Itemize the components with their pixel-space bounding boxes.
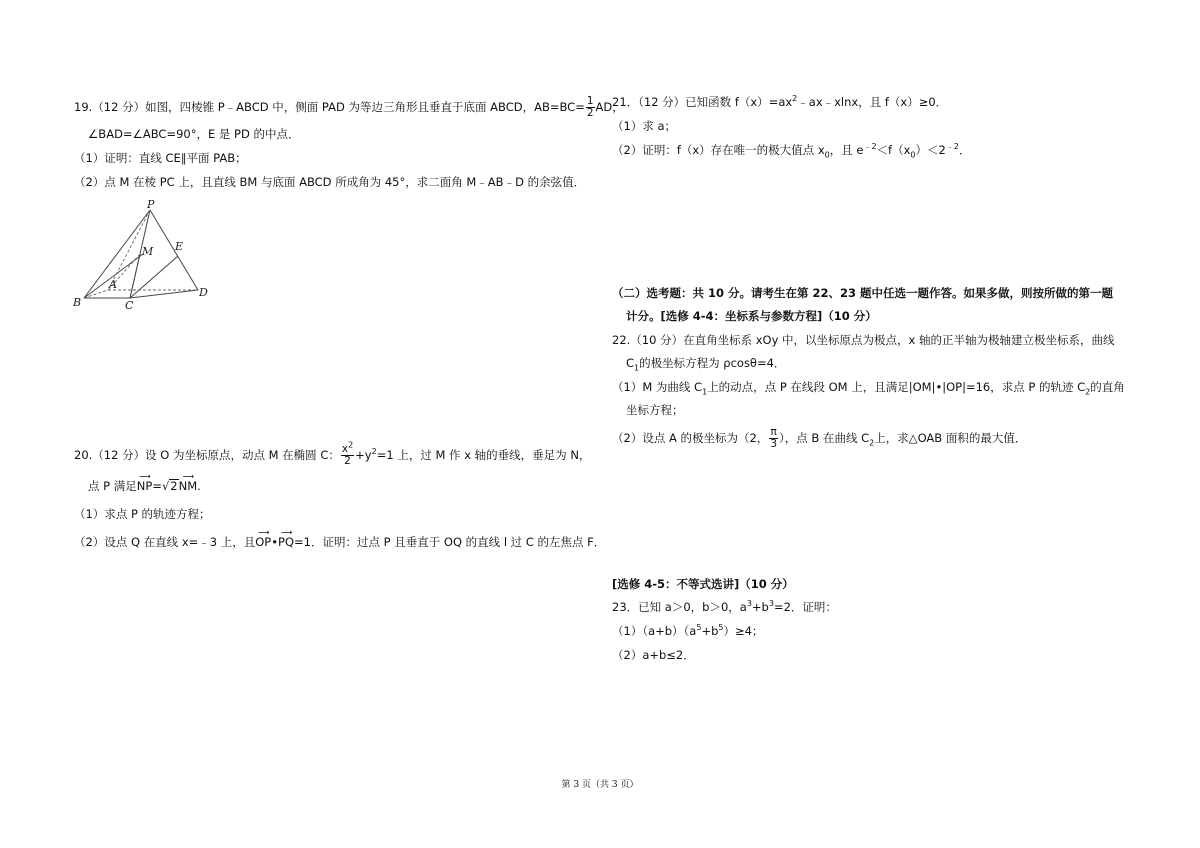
q20-line2: 点 P 满足 ⟶ NP=√2 ⟶ NM.: [88, 472, 201, 493]
label-e: E: [175, 240, 184, 253]
q21-part2-mid2: ＜f（x: [876, 143, 911, 157]
q21-sup-2: ﹣2: [945, 142, 959, 152]
q22-frac-num: π: [770, 426, 777, 438]
q21-part2: [612, 142, 970, 158]
q19-line2: ∠BAD=∠ABC=90°，E 是 PD 的中点．: [88, 127, 300, 141]
q22-part1-post: 的直角: [1090, 380, 1125, 394]
vector-pq: [278, 528, 295, 550]
q21-part2-mid: ，且 e: [829, 143, 864, 157]
q22-part1: [612, 379, 1125, 395]
vector-np: [136, 472, 153, 494]
q21-heading: [612, 94, 947, 110]
q20-head-mid: +y: [355, 448, 372, 462]
q19-head-text: 19.（12 分）如图，四棱锥 P﹣ABCD 中，侧面 PAD 为等边三角形且垂直于底面 ABCD，AB=BC=: [74, 100, 585, 114]
q23-p1-sup2: 5: [718, 623, 724, 633]
q20-frac-sup: 2: [348, 440, 354, 450]
section-elective-line1: （二）选考题：共 10 分。请考生在第 22、23 题中任选一题作答。如果多做，则按所做的第一题: [612, 286, 1114, 300]
q20-part1: （1）求点 P 的轨迹方程；: [74, 507, 211, 521]
q22-line2-sub: 1: [634, 363, 640, 373]
vector-arrow-icon: ⟶: [258, 528, 269, 537]
edge-cd: [130, 290, 198, 298]
q23-head-mid: +b: [751, 600, 769, 614]
q20-part2-post: =1．证明：过点 P 且垂直于 OQ 的直线 l 过 C 的左焦点 F．: [294, 535, 606, 549]
q21-sub-2: 0: [910, 150, 916, 160]
q19-part2: （2）点 M 在棱 PC 上，且直线 BM 与底面 ABCD 所成角为 45°，求二面角 M﹣AB﹣D 的余弦值．: [74, 175, 586, 189]
vector-arrow-icon: ⟶: [280, 528, 292, 537]
q22-heading: 22.（10 分）在直角坐标系 xOy 中，以坐标原点为极点，x 轴的正半轴为极轴建立极坐标系，曲线: [612, 333, 1115, 347]
q20-head-tail: =1 上，过 M 作 x 轴的垂线，垂足为 N，: [376, 448, 591, 462]
q22-part1-line2: 坐标方程；: [626, 403, 684, 417]
q21-head-post: ﹣ax﹣xlnx，且 f（x）≥0．: [797, 95, 948, 109]
q21-part1: （1）求 a；: [612, 119, 677, 133]
q20-head-sup: 2: [371, 447, 377, 457]
q22-part1-sub2: 2: [1085, 387, 1091, 397]
section-inequality-title: [选修 4-5：不等式选讲]（10 分）: [612, 577, 794, 591]
q20-frac-den: 2: [344, 455, 351, 467]
q22-part1-mid: 上的动点，点 P 在线段 OM 上，且满足|OM|•|OP|=16，求点 P 的轨迹 C: [707, 380, 1086, 394]
q22-line2-pre: C: [626, 356, 635, 370]
q22-part2-mid: ），点 B 在曲线 C: [779, 431, 870, 445]
q23-sup1: 3: [746, 599, 752, 609]
label-b: B: [73, 296, 82, 309]
label-a: A: [109, 278, 117, 291]
q23-head-post: =2．证明：: [773, 600, 837, 614]
q22-part2-post: 上，求△OAB 面积的最大值．: [874, 431, 1027, 445]
vector-arrow-icon: ⟶: [182, 472, 194, 481]
q20-part2-pre: （2）设点 Q 在直线 x=﹣3 上，且: [74, 535, 256, 549]
q20-line2-post: .: [197, 479, 201, 493]
q22-part2-sub: 2: [869, 438, 875, 448]
q23-part2: （2）a+b≤2．: [612, 648, 695, 662]
q20-head-text: 20.（12 分）设 O 为坐标原点，动点 M 在椭圆 C：: [74, 448, 340, 462]
q23-part1-post: ）≥4；: [723, 624, 764, 638]
q19-head-tail: AD，: [595, 100, 624, 114]
q21-part2-pre: （2）证明：f（x）存在唯一的极大值点 x: [612, 143, 825, 157]
q22-part1-pre: （1）M 为曲线 C: [612, 380, 703, 394]
q23-p1-sup1: 5: [696, 623, 702, 633]
q21-head-sup: 2: [792, 94, 798, 104]
q23-part1-mid: +b: [701, 624, 719, 638]
q22-part1-sub: 1: [702, 387, 708, 397]
q19-fraction: [586, 96, 595, 119]
q23-sup2: 3: [768, 599, 774, 609]
q21-part2-end: ．: [958, 143, 971, 157]
q21-head-pre: 21．（12 分）已知函数 f（x）=ax: [612, 95, 793, 109]
vector-op-text: OP: [255, 535, 272, 549]
segment-mc: [130, 254, 140, 298]
q19-part1: （1）证明：直线 CE∥平面 PAB；: [74, 151, 247, 165]
q22-fraction: [769, 427, 778, 450]
q23-part1: [612, 623, 763, 639]
q20-fraction: [341, 440, 354, 467]
q22-part2-pre: （2）设点 A 的极坐标为（2，: [612, 431, 769, 445]
q20-heading: [74, 440, 591, 467]
q22-line2: [626, 355, 785, 371]
q21-part2-mid3: ）＜2: [915, 143, 946, 157]
label-m: M: [142, 245, 154, 258]
vector-nm: [178, 472, 198, 494]
edge-pd: [150, 210, 198, 290]
q19-frac-den: 2: [586, 107, 594, 119]
page-footer: 第 3 页（共 3 页）: [561, 780, 639, 790]
q22-frac-den: 3: [770, 438, 777, 450]
q23-part1-pre: （1）（a+b）（a: [612, 624, 697, 638]
q22-line2-post: 的极坐标方程为 ρcosθ=4．: [639, 356, 786, 370]
vector-op: [255, 528, 272, 550]
q21-sup-1: ﹣2: [863, 142, 877, 152]
label-p: P: [147, 198, 155, 211]
q20-part2: [74, 528, 606, 550]
q20-frac-x: x: [341, 443, 349, 455]
q20-eq: =: [152, 479, 162, 493]
q23-head-pre: 23．已知 a＞0，b＞0，a: [612, 600, 747, 614]
label-d: D: [199, 286, 208, 299]
vector-pq-text: PQ: [278, 535, 295, 549]
pyramid-figure: [68, 198, 228, 318]
q22-part2: [612, 427, 1026, 450]
segment-ce: [130, 256, 178, 298]
label-c: C: [125, 299, 134, 312]
q20-dot: •: [271, 535, 279, 549]
q20-line2-pre: 点 P 满足: [88, 479, 137, 493]
q19-heading: [74, 96, 624, 119]
vector-np-text: NP: [136, 479, 153, 493]
q19-frac-num: 1: [586, 95, 594, 107]
segment-bm: [84, 254, 143, 298]
q21-sub-0: 0: [824, 150, 830, 160]
vector-arrow-icon: ⟶: [139, 472, 150, 481]
sqrt-two: 2: [170, 479, 178, 493]
vector-nm-text: NM: [178, 479, 198, 493]
section-elective-line2: 计分。[选修 4-4：坐标系与参数方程]（10 分）: [626, 309, 877, 323]
q23-heading: [612, 599, 837, 615]
